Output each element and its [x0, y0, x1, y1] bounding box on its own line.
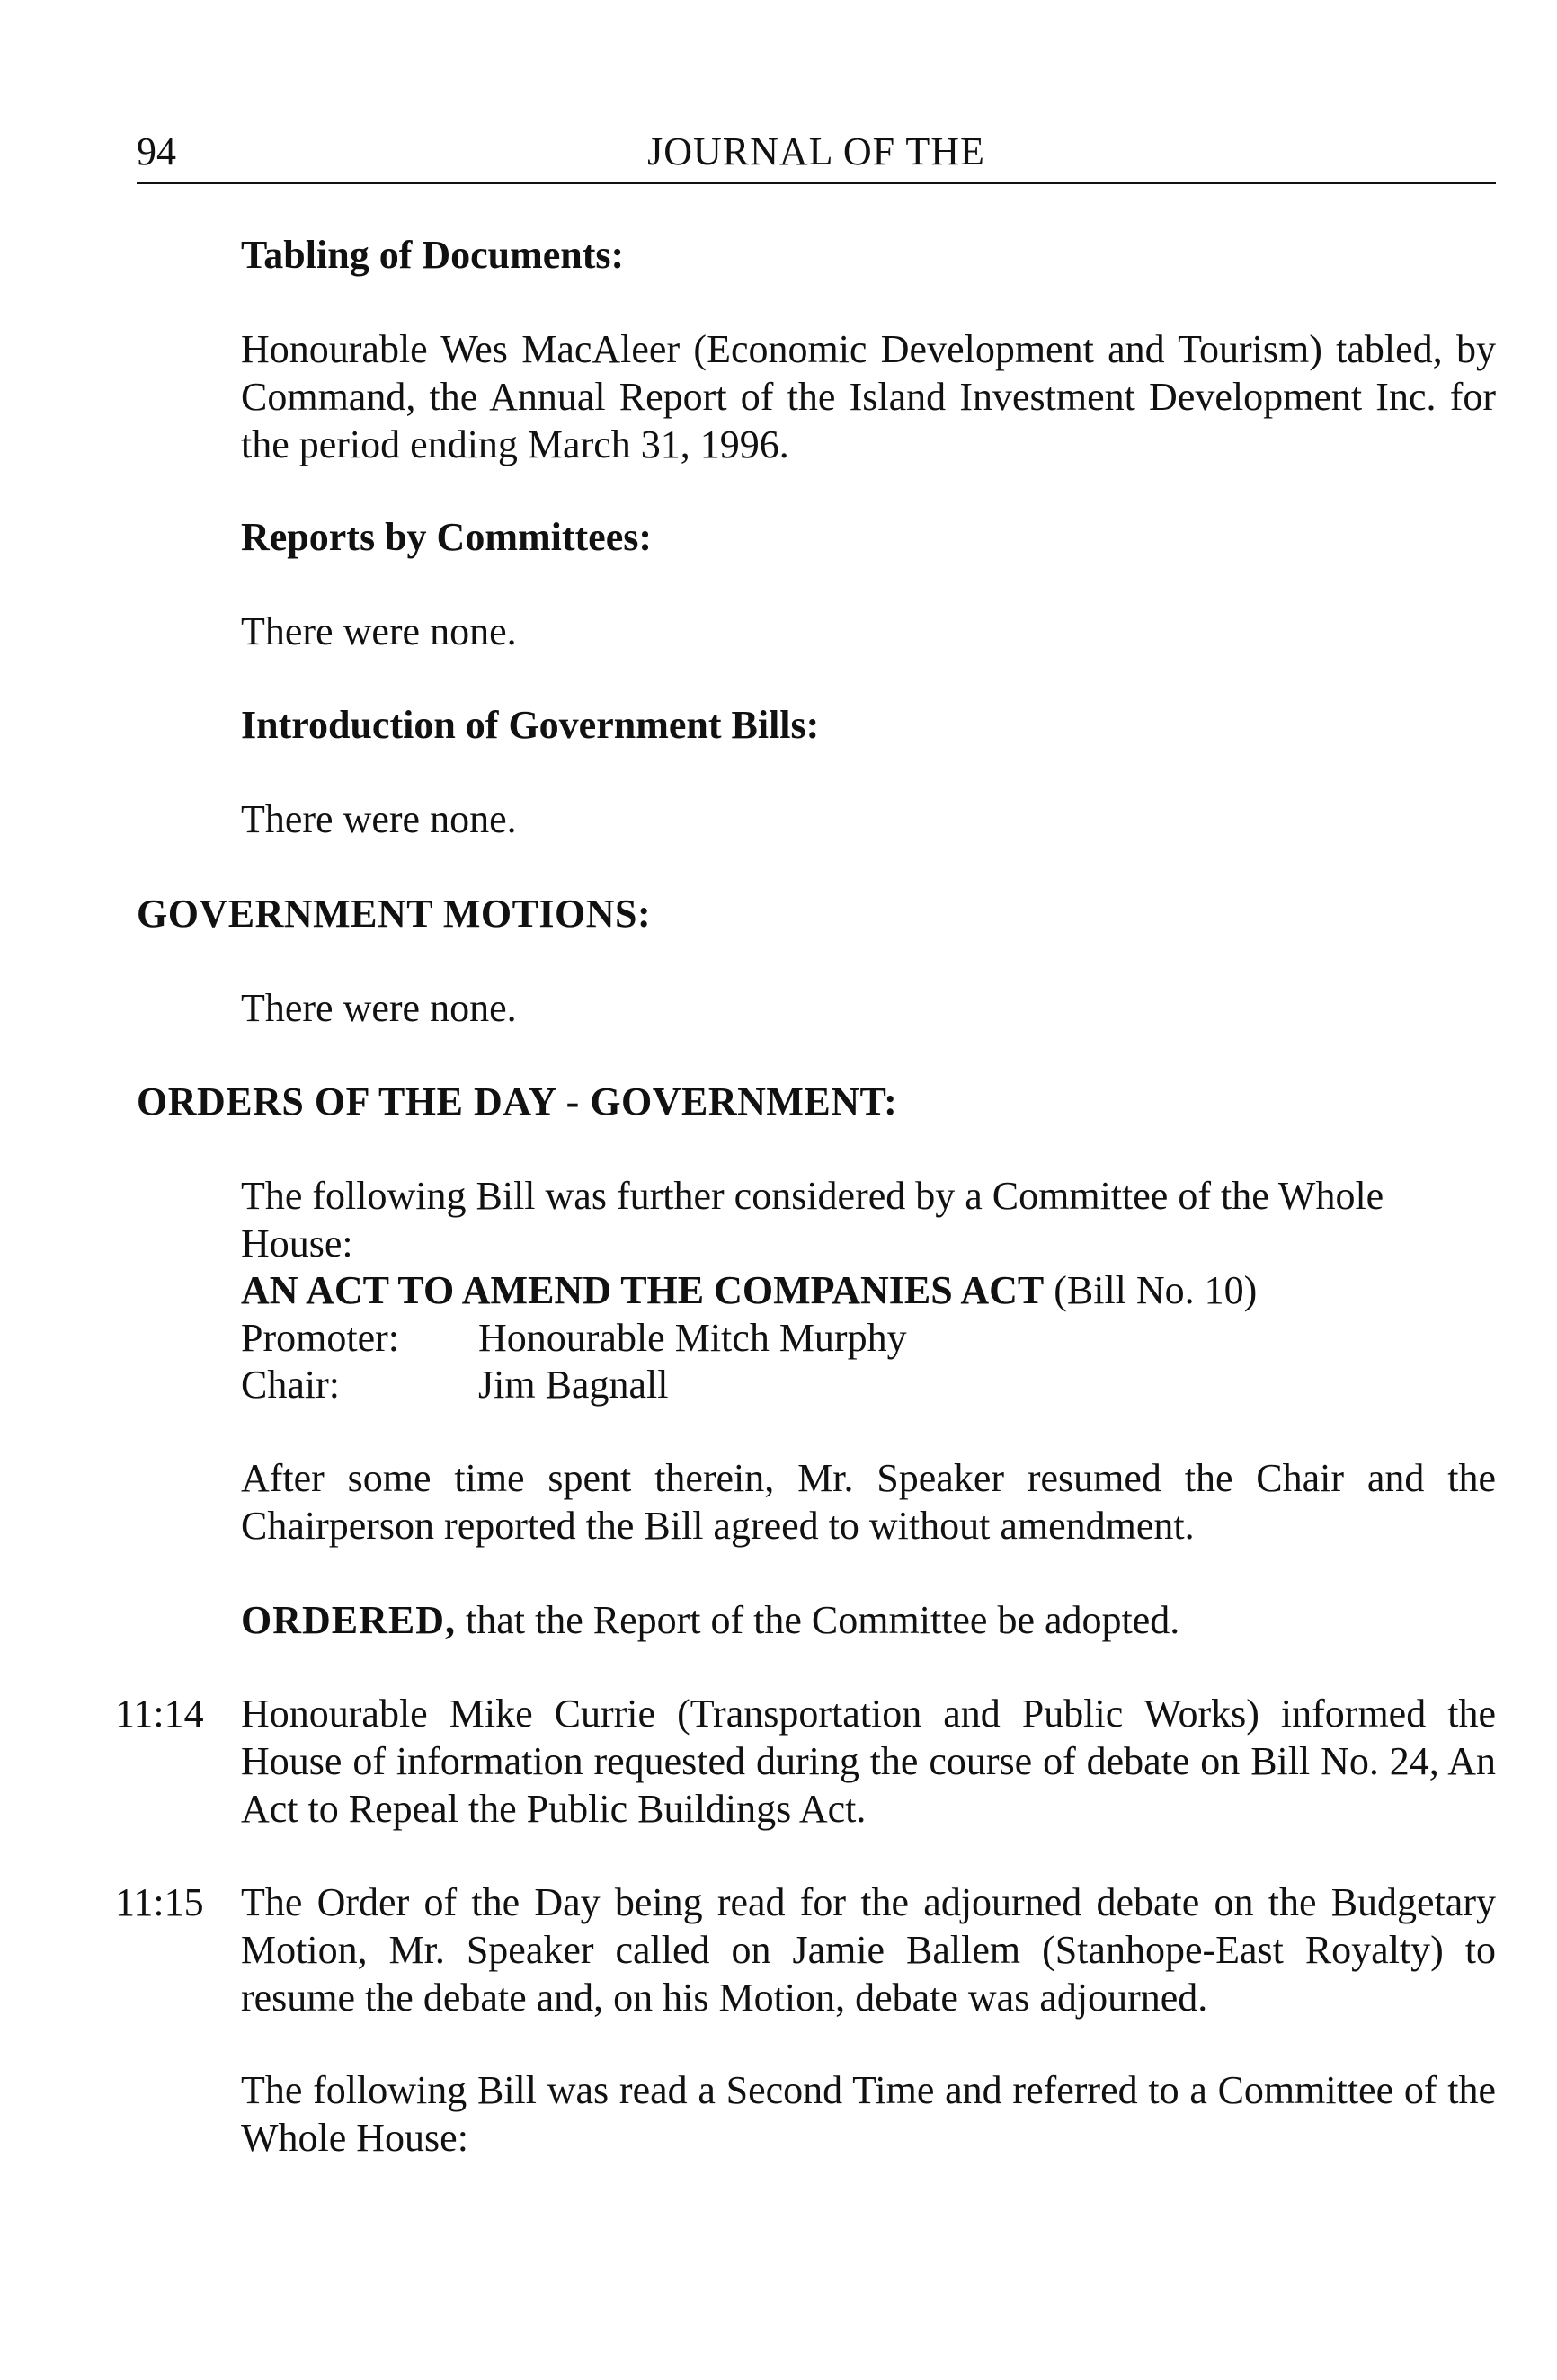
gov-motions-text: There were none. [241, 986, 517, 1030]
gov-motions-heading: GOVERNMENT MOTIONS: [137, 892, 652, 936]
entry-text: The Order of the Day being read for the adjourned debate on the Budgetary Motion, Mr. Speaker called on Jamie Ballem (Stanhope-East Royalty) to resume the debate and, on his Motion, debate was adjourned. [241, 1880, 1496, 2020]
entry-text: Honourable Mike Currie (Transportation and Public Works) informed the House of information requested during the course of debate on Bill No. 24, An Act to Repeal the Public Buildings Act. [241, 1692, 1496, 1831]
intro-bills-heading: Introduction of Government Bills: [241, 703, 820, 747]
orders-heading: ORDERS OF THE DAY - GOVERNMENT: [137, 1079, 898, 1123]
page-number: 94 [137, 129, 176, 173]
bill-title: AN ACT TO AMEND THE COMPANIES ACT [241, 1268, 1045, 1312]
tabling-text: Honourable Wes MacAleer (Economic Development and Tourism) tabled, by Command, the Annual Report of the Island Investment Development Inc. for the period ending March 31, 1996. [241, 327, 1496, 466]
chair-label: Chair: [241, 1363, 340, 1407]
ordered-paragraph [241, 1596, 1496, 1644]
intro-bills-text: There were none. [241, 797, 517, 841]
running-title: JOURNAL OF THE [647, 129, 985, 173]
promoter-label: Promoter: [241, 1316, 399, 1360]
tabling-heading: Tabling of Documents: [241, 233, 625, 277]
bill-title-line [241, 1266, 1496, 1314]
ordered-label: ORDERED, [241, 1598, 457, 1642]
reports-heading: Reports by Committees: [241, 515, 652, 559]
promoter-value: Honourable Mitch Murphy [478, 1316, 907, 1360]
after-paragraph: After some time spent therein, Mr. Speaker resumed the Chair and the Chairperson reported the Bill agreed to without amendment. [241, 1456, 1496, 1548]
page-header [137, 128, 1496, 184]
closing-paragraph: The following Bill was read a Second Time and referred to a Committee of the Whole House: [241, 2068, 1496, 2160]
orders-intro: The following Bill was further considered by a Committee of the Whole House: [241, 1174, 1384, 1265]
entry-time: 11:15 [115, 1880, 204, 1924]
ordered-text: that the Report of the Committee be adopted. [456, 1598, 1180, 1642]
chair-value: Jim Bagnall [478, 1363, 669, 1407]
reports-text: There were none. [241, 609, 517, 653]
entry-time: 11:14 [115, 1692, 204, 1736]
bill-number: (Bill No. 10) [1044, 1268, 1258, 1312]
